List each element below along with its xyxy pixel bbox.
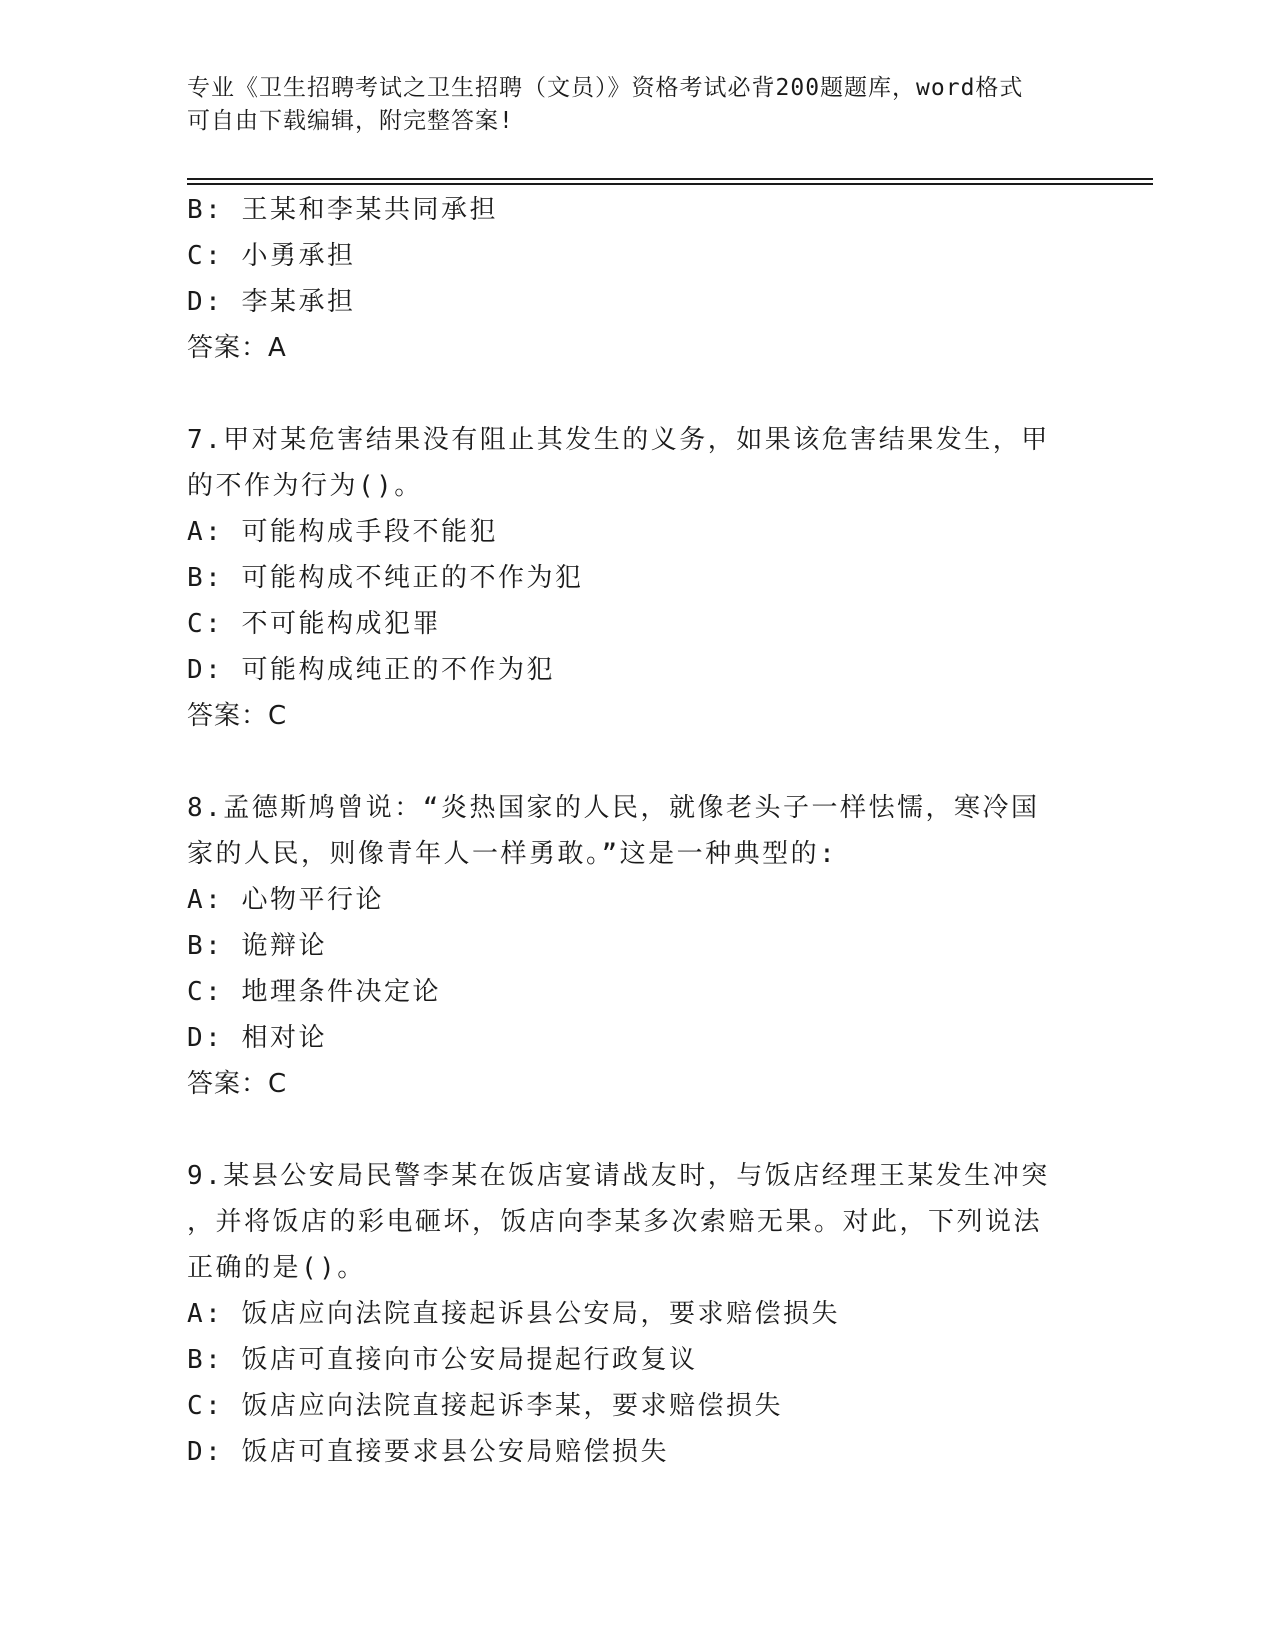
question-list bbox=[187, 187, 1067, 1475]
spacer bbox=[187, 1107, 1067, 1153]
spacer bbox=[187, 739, 1067, 785]
header-divider-top bbox=[187, 178, 1153, 180]
question-6-continuation bbox=[187, 187, 1067, 371]
option-a: A: 可能构成手段不能犯 bbox=[187, 517, 498, 547]
question-8 bbox=[187, 785, 1067, 1107]
option-d: D: 可能构成纯正的不作为犯 bbox=[187, 655, 555, 685]
header-divider-bottom bbox=[187, 183, 1153, 185]
option-c: C: 不可能构成犯罪 bbox=[187, 609, 441, 639]
option-c: C: 小勇承担 bbox=[187, 241, 356, 271]
option-d: D: 李某承担 bbox=[187, 287, 356, 317]
question-stem-line: 8.孟德斯鸠曾说：“炎热国家的人民，就像老头子一样怯懦，寒冷国 bbox=[187, 793, 1040, 823]
option-b: B: 饭店可直接向市公安局提起行政复议 bbox=[187, 1345, 698, 1375]
question-stem-line: 的不作为行为()。 bbox=[187, 471, 423, 501]
answer-line: 答案：C bbox=[187, 701, 288, 731]
option-c: C: 饭店应向法院直接起诉李某，要求赔偿损失 bbox=[187, 1391, 783, 1421]
question-stem-line: 9.某县公安局民警李某在饭店宴请战友时，与饭店经理王某发生冲突 bbox=[187, 1161, 1050, 1191]
question-stem-line: 家的人民，则像青年人一样勇敢。”这是一种典型的: bbox=[187, 839, 838, 869]
question-stem-line: ，并将饭店的彩电砸坏，饭店向李某多次索赔无果。对此，下列说法 bbox=[187, 1207, 1043, 1237]
spacer bbox=[187, 371, 1067, 417]
question-stem-line: 7.甲对某危害结果没有阻止其发生的义务，如果该危害结果发生，甲 bbox=[187, 425, 1050, 455]
header-line-2: 可自由下载编辑，附完整答案! bbox=[187, 108, 514, 134]
answer-line: 答案：A bbox=[187, 333, 287, 363]
question-stem-line: 正确的是()。 bbox=[187, 1253, 366, 1283]
option-b: B: 可能构成不纯正的不作为犯 bbox=[187, 563, 584, 593]
header-line-1: 专业《卫生招聘考试之卫生招聘（文员）》资格考试必背200题题库，word格式 bbox=[187, 75, 1024, 101]
option-c: C: 地理条件决定论 bbox=[187, 977, 441, 1007]
option-d: D: 相对论 bbox=[187, 1023, 327, 1053]
option-b: B: 王某和李某共同承担 bbox=[187, 195, 498, 225]
option-d: D: 饭店可直接要求县公安局赔偿损失 bbox=[187, 1437, 669, 1467]
answer-line: 答案：C bbox=[187, 1069, 288, 1099]
option-b: B: 诡辩论 bbox=[187, 931, 327, 961]
document-header bbox=[187, 72, 1067, 138]
question-9 bbox=[187, 1153, 1067, 1475]
question-7 bbox=[187, 417, 1067, 739]
option-a: A: 心物平行论 bbox=[187, 885, 384, 915]
option-a: A: 饭店应向法院直接起诉县公安局，要求赔偿损失 bbox=[187, 1299, 840, 1329]
